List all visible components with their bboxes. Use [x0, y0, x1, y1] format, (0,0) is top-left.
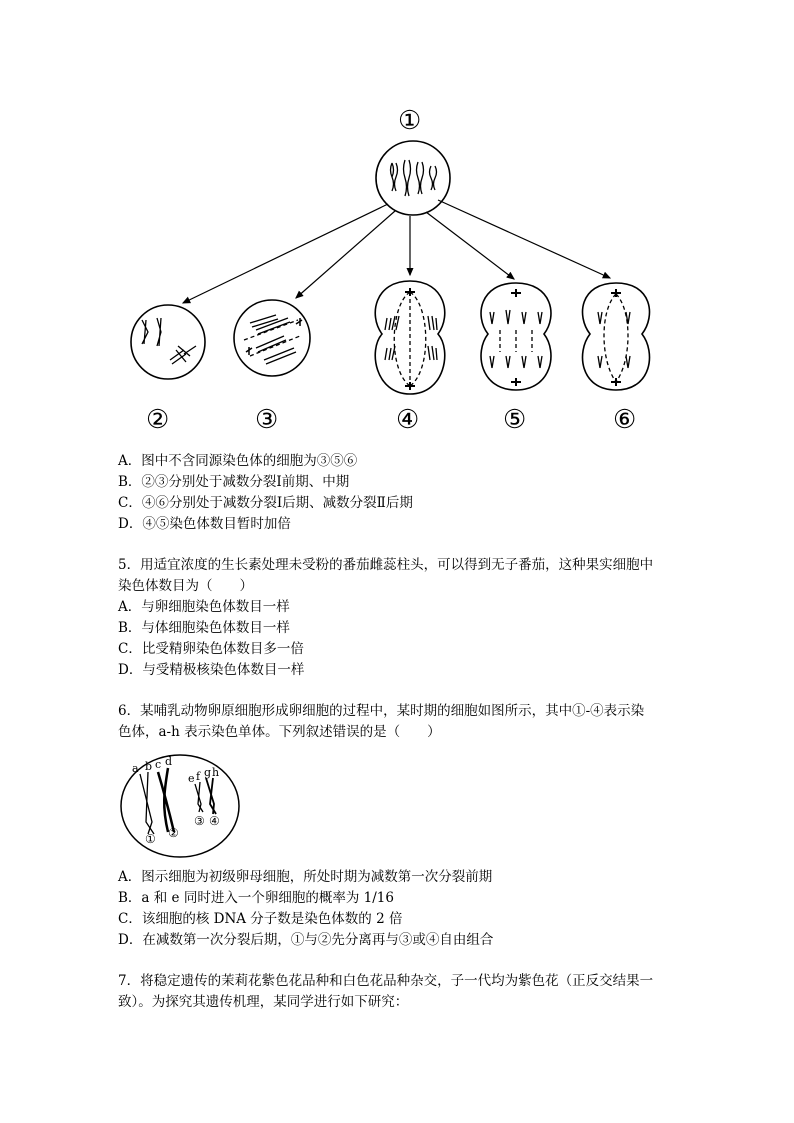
q6-chromosome-4 — [206, 778, 216, 814]
q6-chromosome-3 — [195, 782, 203, 812]
q6-letter-g: g — [204, 766, 212, 779]
q6-number-4: ④ — [209, 814, 220, 828]
q4-option-a: A．图中不含同源染色体的细胞为③⑤⑥ — [118, 453, 358, 469]
cell-6 — [583, 283, 650, 390]
q5-option-c: C．比受精卵染色体数目多一倍 — [118, 641, 304, 657]
q7-stem-line2: 致）。为探究其遗传机理，某同学进行如下研究： — [118, 994, 409, 1010]
q5-option-a: A．与卵细胞染色体数目一样 — [118, 599, 290, 615]
cell-label-6: ⑥ — [613, 405, 637, 435]
q6-option-a: A．图示细胞为初级卵母细胞，所处时期为减数第一次分裂前期 — [118, 869, 493, 885]
cell-label-2: ② — [146, 405, 170, 435]
q5-stem-line1: 5．用适宜浓度的生长素处理未受粉的番茄雌蕊柱头，可以得到无子番茄，这种果实细胞中 — [118, 557, 654, 573]
arrow-to-6 — [438, 200, 610, 278]
cell-3-spindle-pole — [246, 347, 252, 355]
cell-1-chromosomes — [391, 160, 437, 196]
q6-option-c: C．该细胞的核 DNA 分子数是染色体数的 2 倍 — [118, 911, 403, 927]
q5-option-d: D．与受精极核染色体数目一样 — [118, 662, 305, 678]
cell-label-3: ③ — [255, 405, 279, 435]
q6-number-3: ③ — [194, 814, 205, 828]
q6-letter-c: c — [155, 758, 162, 771]
q4-option-b: B．②③分别处于减数分裂Ⅰ前期、中期 — [118, 474, 350, 490]
q4-option-d: D．④⑤染色体数目暂时加倍 — [118, 516, 291, 532]
q6-letter-a: a — [132, 762, 139, 775]
cell-2 — [131, 305, 205, 379]
q6-chromosome-2 — [158, 768, 174, 832]
q6-letter-b: b — [145, 760, 153, 773]
cell-4-chromosomes — [385, 292, 437, 386]
cell-3 — [234, 300, 310, 376]
cell-2-chromosomes — [142, 318, 196, 364]
q6-stem-line2: 色体，a-h 表示染色单体。下列叙述错误的是（ ） — [118, 724, 441, 740]
q6-number-2: ② — [168, 826, 179, 840]
arrow-to-5 — [426, 212, 514, 279]
cell-3-spindle-pole-2 — [296, 318, 302, 326]
q6-chromosome-1 — [140, 772, 154, 834]
arrow-to-2 — [183, 204, 388, 303]
cell-3-chromosomes — [244, 315, 300, 364]
cell-label-1: ① — [398, 106, 422, 136]
q7-stem-line1: 7．将稳定遗传的茉莉花紫色花品种和白色花品种杂交，子一代均为紫色花（正反交结果一 — [118, 973, 654, 989]
spindle-poles — [405, 288, 621, 390]
q6-letter-f: f — [196, 770, 201, 783]
q6-option-d: D．在减数第一次分裂后期，①与②先分离再与③或④自由组合 — [118, 932, 494, 948]
q6-letter-h: h — [212, 766, 220, 779]
cell-5 — [481, 283, 551, 390]
q5-stem-line2: 染色体数目为（ ） — [118, 578, 253, 594]
q6-number-1: ① — [145, 832, 156, 846]
cell-label-5: ⑤ — [503, 405, 527, 435]
q6-option-b: B．a 和 e 同时进入一个卵细胞的概率为 1/16 — [118, 890, 394, 906]
q6-letter-e: e — [188, 772, 195, 785]
q6-figure — [118, 752, 250, 860]
meiosis-diagram — [0, 0, 794, 450]
q4-option-c: C．④⑥分别处于减数分裂Ⅰ后期、减数分裂Ⅱ后期 — [118, 495, 413, 511]
cell-label-4: ④ — [396, 405, 420, 435]
q6-stem-line1: 6．某哺乳动物卵原细胞形成卵细胞的过程中，某时期的细胞如图所示，其中①-④表示染 — [118, 703, 645, 719]
q5-option-b: B．与体细胞染色体数目一样 — [118, 620, 290, 636]
cell-6-chromosomes — [598, 294, 630, 382]
cell-5-chromosomes — [490, 310, 542, 368]
q6-letter-d: d — [165, 755, 173, 768]
